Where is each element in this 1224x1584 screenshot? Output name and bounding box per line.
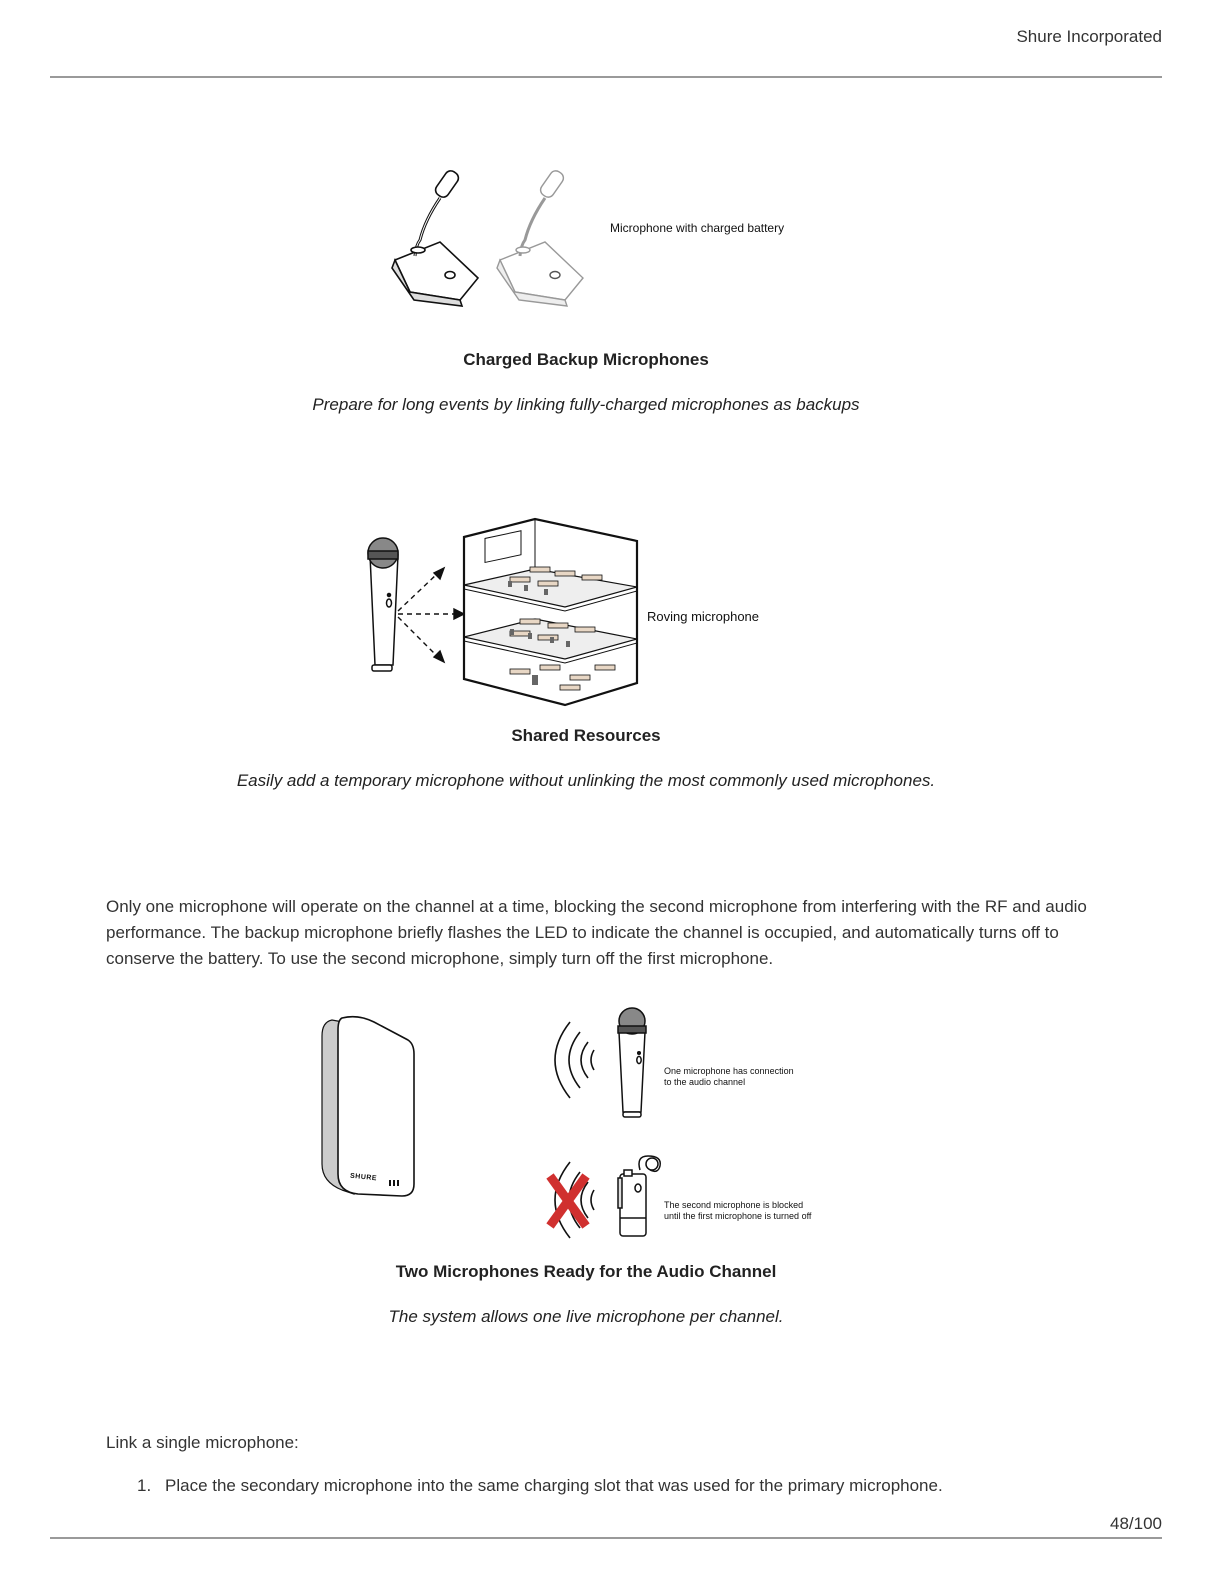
figure2-label: Roving microphone <box>647 609 760 624</box>
header-rule <box>50 76 1162 78</box>
handheld-microphone-active <box>614 1004 650 1120</box>
blocked-x-icon <box>544 1174 592 1228</box>
signal-arrows <box>398 568 464 662</box>
figure2-caption: Easily add a temporary microphone without unlinking the most commonly used microphones. <box>236 771 936 790</box>
figure1-label: Microphone with charged battery <box>610 221 785 235</box>
bodypack-microphone-blocked <box>614 1152 668 1240</box>
figure1-title: Charged Backup Microphones <box>463 350 709 369</box>
steps-intro: Link a single microphone: <box>106 1433 299 1452</box>
blocked-label-line1: The second microphone is blocked <box>664 1200 804 1210</box>
figure3-caption: The system allows one live microphone per channel. <box>388 1307 784 1326</box>
handheld-microphone <box>368 538 398 671</box>
blocked-label-line2: until the first microphone is turned off <box>664 1211 812 1221</box>
figure2-title: Shared Resources <box>511 726 661 745</box>
receiver-brand: SHURE <box>349 1172 378 1183</box>
receiver-illustration <box>318 1014 418 1200</box>
footer-rule <box>50 1537 1162 1539</box>
roving-microphone-illustration <box>360 515 650 710</box>
connected-label-line2: to the audio channel <box>664 1077 746 1087</box>
figure1-caption: Prepare for long events by linking fully-charged microphones as backups <box>312 395 860 414</box>
header-company: Shure Incorporated <box>1016 27 1162 46</box>
figure3-title: Two Microphones Ready for the Audio Channel <box>395 1262 777 1281</box>
step-1-text: Place the secondary microphone into the same charging slot that was used for the primary microphone. <box>165 1476 943 1495</box>
page-number: 48/100 <box>1110 1514 1162 1533</box>
active-signal-waves <box>540 1018 600 1102</box>
gooseneck-mic-primary <box>392 169 478 306</box>
gooseneck-microphones-illustration <box>380 160 610 310</box>
step-1-number: 1. <box>137 1476 152 1495</box>
connected-label-line1: One microphone has connection <box>664 1066 794 1076</box>
building <box>464 519 637 705</box>
gooseneck-mic-backup <box>497 169 583 306</box>
body-paragraph: Only one microphone will operate on the channel at a time, blocking the second microphone from interfering with the RF and audio performance. The backup microphone briefly flashes the LED to indicate the channel is occupied, and automatically turns off to conserve the battery. To use the second microphone, simply turn off the first microphone. <box>106 897 1087 968</box>
